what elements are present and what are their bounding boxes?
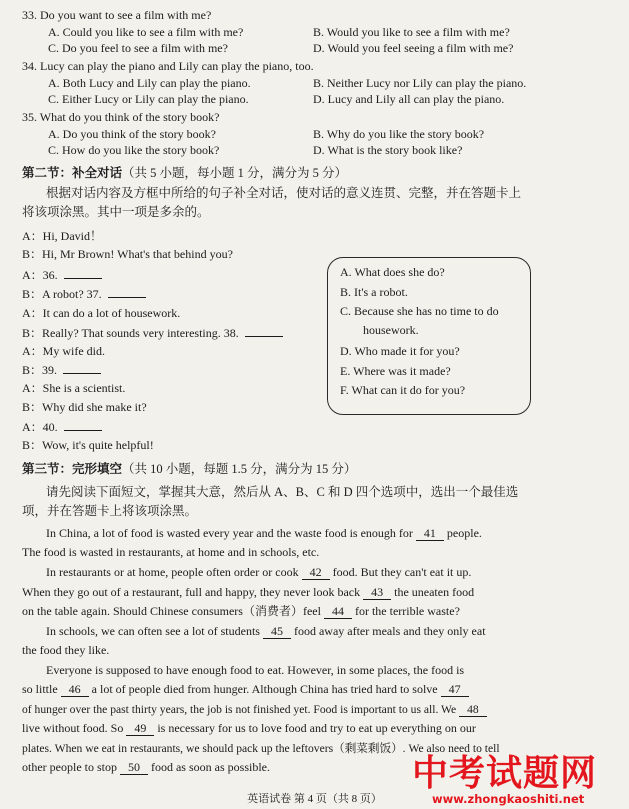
section-3-heading <box>22 462 356 477</box>
section-2-instruction: 根据对话内容及方框中所给的句子补全对话，使对话的意义连贯、完整，并在答题卡上 <box>46 186 522 200</box>
dialogue-line <box>22 229 102 244</box>
dialogue-line <box>22 344 105 359</box>
passage-text: When they go out of a restaurant, full and happy, they never look back <box>22 585 361 599</box>
q34-option-a: A. Both Lucy and Lily can play the piano. <box>48 76 251 90</box>
dialogue-text: A：Hi, David！ <box>22 229 102 243</box>
passage-line: Everyone is supposed to have enough food to eat. However, in some places, the food is <box>46 663 465 677</box>
q34-option-d: D. Lucy and Lily all can play the piano. <box>313 92 505 106</box>
dialogue-text: A：She is a scientist. <box>22 381 126 395</box>
dialogue-text: A：36. <box>22 268 58 282</box>
answer-blank <box>63 362 101 374</box>
dialogue-line <box>22 419 102 435</box>
box-option-e: E. Where was it made? <box>340 364 451 378</box>
dialogue-line <box>22 306 180 321</box>
passage-text: food as soon as possible. <box>150 760 270 774</box>
cloze-blank-50: 50 <box>120 761 148 775</box>
passage-line: plates. When we eat in restaurants, we should pack up the leftovers（剩菜剩饭）. We also need to tell <box>22 742 500 755</box>
answer-blank <box>108 286 146 298</box>
passage-text: of hunger over the past thirty years, the job is not finished yet. Food is important to us all. We <box>22 703 457 716</box>
section-2-heading <box>22 166 347 181</box>
passage-text: In restaurants or at home, people often order or cook <box>46 565 299 579</box>
section-2-title: 第二节：补全对话 <box>22 166 123 180</box>
dialogue-line <box>22 438 154 453</box>
q35-option-a: A. Do you think of the story book? <box>48 127 216 141</box>
cloze-blank-44: 44 <box>324 605 352 619</box>
cloze-blank-46: 46 <box>61 683 89 697</box>
answer-blank <box>64 267 102 279</box>
passage-line <box>22 682 469 697</box>
section-2-scoring: （共 5 小题，每小题 1 分，满分为 5 分） <box>122 166 348 180</box>
box-option-d: D. Who made it for you? <box>340 344 460 358</box>
answer-blank <box>245 325 283 337</box>
passage-text: is necessary for us to love food and try to eat up everything on our <box>157 721 476 735</box>
passage-text: live without food. So <box>22 721 124 735</box>
box-option-b: B. It's a robot. <box>340 285 408 299</box>
section-2-instruction-cont: 将该项涂黑。其中一项是多余的。 <box>22 205 210 219</box>
passage-text: In China, a lot of food is wasted every year and the waste food is enough for <box>46 526 413 540</box>
passage-text: a lot of people died from hunger. Although China has tried hard to solve <box>91 682 438 696</box>
q34-option-b: B. Neither Lucy nor Lily can play the piano. <box>313 76 527 90</box>
watermark-url: www.zhongkaoshiti.net <box>432 792 585 806</box>
box-option-a: A. What does she do? <box>340 265 445 279</box>
section-3-scoring: （共 10 小题，每题 1.5 分，满分为 15 分） <box>122 462 357 476</box>
passage-line <box>46 565 471 580</box>
box-option-c: C. Because she has no time to do <box>340 304 499 318</box>
passage-line <box>46 526 482 541</box>
cloze-blank-47: 47 <box>441 683 469 697</box>
options-box <box>327 257 531 415</box>
dialogue-text: B：Why did she make it? <box>22 400 147 414</box>
dialogue-text: B：A robot? 37. <box>22 287 102 301</box>
cloze-blank-42: 42 <box>302 566 330 580</box>
passage-line <box>46 624 486 639</box>
dialogue-text: B：Wow, it's quite helpful! <box>22 438 154 452</box>
question-35-stem: 35. What do you think of the story book? <box>22 110 220 124</box>
dialogue-text: A：40. <box>22 420 58 434</box>
box-option-c-cont: housework. <box>363 323 419 337</box>
dialogue-text: B：Really? That sounds very interesting. 38. <box>22 326 239 340</box>
dialogue-line <box>22 362 101 378</box>
dialogue-text: A：It can do a lot of housework. <box>22 306 181 320</box>
passage-text: people. <box>446 526 482 540</box>
q35-option-d: D. What is the story book like? <box>313 143 463 157</box>
cloze-blank-49: 49 <box>126 722 154 736</box>
cloze-blank-45: 45 <box>263 625 291 639</box>
watermark-title: 中考试题网 <box>412 753 598 794</box>
dialogue-line <box>22 247 233 262</box>
passage-line <box>22 721 476 736</box>
dialogue-text: A：My wife did. <box>22 344 105 358</box>
q33-option-d: D. Would you feel seeing a film with me? <box>313 41 514 55</box>
passage-line: The food is wasted in restaurants, at home and in schools, etc. <box>22 545 320 559</box>
passage-line <box>22 702 487 717</box>
answer-blank <box>64 419 102 431</box>
passage-line <box>22 585 474 600</box>
q34-option-c: C. Either Lucy or Lily can play the piano. <box>48 92 249 106</box>
dialogue-line <box>22 381 125 396</box>
q33-option-b: B. Would you like to see a film with me? <box>313 25 510 39</box>
passage-text: In schools, we can often see a lot of students <box>46 624 260 638</box>
cloze-blank-48: 48 <box>459 703 487 717</box>
passage-text: on the table again. Should Chinese consumers（消费者）feel <box>22 604 321 618</box>
q33-option-c: C. Do you feel to see a film with me? <box>48 41 228 55</box>
page-footer: 英语试卷 第 4 页（共 8 页） <box>247 793 382 805</box>
q35-option-c: C. How do you like the story book? <box>48 143 220 157</box>
q33-option-a: A. Could you like to see a film with me? <box>48 25 244 39</box>
cloze-blank-43: 43 <box>363 586 391 600</box>
dialogue-text: B：Hi, Mr Brown! What's that behind you? <box>22 247 233 261</box>
box-option-f: F. What can it do for you? <box>340 383 466 397</box>
passage-text: for the terrible waste? <box>354 604 460 618</box>
passage-text: so little <box>22 682 58 696</box>
section-3-instruction-cont: 项，并在答题卡上将该项涂黑。 <box>22 504 198 518</box>
section-3-title: 第三节：完形填空 <box>22 462 123 476</box>
dialogue-line <box>22 400 147 415</box>
dialogue-line <box>22 325 283 341</box>
passage-line <box>22 604 460 619</box>
passage-line <box>22 760 270 775</box>
dialogue-text: B：39. <box>22 363 58 377</box>
question-33-stem: 33. Do you want to see a film with me? <box>22 8 212 22</box>
cloze-blank-41: 41 <box>416 527 444 541</box>
passage-text: food away after meals and they only eat <box>293 624 486 638</box>
passage-text: other people to stop <box>22 760 117 774</box>
passage-line: the food they like. <box>22 643 110 657</box>
section-3-instruction: 请先阅读下面短文，掌握其大意，然后从 A、B、C 和 D 四个选项中，选出一个最佳选 <box>46 485 519 499</box>
q35-option-b: B. Why do you like the story book? <box>313 127 485 141</box>
passage-text: food. But they can't eat it up. <box>332 565 472 579</box>
dialogue-line <box>22 286 146 302</box>
passage-text: the uneaten food <box>394 585 475 599</box>
question-34-stem: 34. Lucy can play the piano and Lily can play the piano, too. <box>22 59 314 73</box>
dialogue-line <box>22 267 102 283</box>
